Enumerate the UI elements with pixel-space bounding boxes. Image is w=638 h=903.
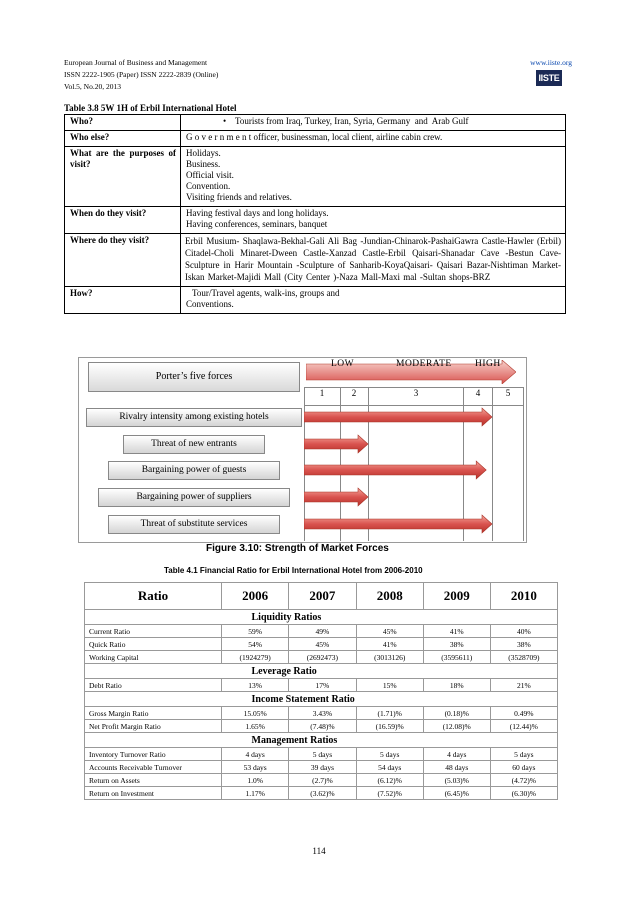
ratio-value-cell: 39 days <box>289 761 356 774</box>
ratio-value-cell: 5 days <box>356 748 423 761</box>
ratio-value-cell: (12.44)% <box>490 720 557 733</box>
section-spacer <box>85 733 222 748</box>
ratio-name-cell: Net Profit Margin Ratio <box>85 720 222 733</box>
question-cell: How? <box>65 287 181 314</box>
scale-label: 4 <box>475 388 481 398</box>
force-label: Rivalry intensity among existing hotels <box>86 408 302 427</box>
table-row <box>65 287 566 314</box>
ratio-value-cell: 17% <box>289 679 356 692</box>
ratio-value-cell: 59% <box>222 625 289 638</box>
table-row <box>65 207 566 234</box>
answer-line: Tour/Travel agents, walk-ins, groups and <box>192 288 340 298</box>
ratio-value-cell: 13% <box>222 679 289 692</box>
table-row <box>65 147 566 207</box>
table-row <box>85 651 558 664</box>
force-label: Threat of new entrants <box>123 435 265 454</box>
force-arrow <box>304 461 486 479</box>
force-arrows <box>304 405 524 541</box>
table-row <box>85 787 558 800</box>
ratio-value-cell: 49% <box>289 625 356 638</box>
ratio-value-cell: 18% <box>423 679 490 692</box>
ratio-value-cell: (4.72)% <box>490 774 557 787</box>
table-row <box>85 761 558 774</box>
ratio-value-cell: 53 days <box>222 761 289 774</box>
ratio-value-cell: 54 days <box>356 761 423 774</box>
table-row <box>85 774 558 787</box>
porter-five-forces-figure <box>78 357 526 553</box>
table-row <box>65 115 566 131</box>
ratio-value-cell: (3013126) <box>356 651 423 664</box>
ratio-name-cell: Current Ratio <box>85 625 222 638</box>
column-header: Ratio <box>85 583 222 610</box>
ratio-value-cell: (2692473) <box>289 651 356 664</box>
table-row <box>85 679 558 692</box>
answer-line: Visiting friends and relatives. <box>186 192 292 202</box>
ratio-value-cell: 4 days <box>423 748 490 761</box>
answer-line: Business. <box>186 159 221 169</box>
ratio-value-cell: (0.18)% <box>423 707 490 720</box>
column-header: 2007 <box>289 583 356 610</box>
ratio-name-cell: Inventory Turnover Ratio <box>85 748 222 761</box>
ratio-value-cell: 1.17% <box>222 787 289 800</box>
answer-cell <box>181 115 566 131</box>
ratio-value-cell: 0.49% <box>490 707 557 720</box>
column-header: 2010 <box>490 583 557 610</box>
journal-title: European Journal of Business and Management <box>64 58 208 67</box>
ratio-value-cell: (3595611) <box>423 651 490 664</box>
ratio-value-cell: (12.08)% <box>423 720 490 733</box>
ratio-value-cell: 48 days <box>423 761 490 774</box>
ratio-value-cell: 54% <box>222 638 289 651</box>
column-header: 2006 <box>222 583 289 610</box>
figure-caption: Figure 3.10: Strength of Market Forces <box>206 543 389 554</box>
ratio-value-cell: (7.48)% <box>289 720 356 733</box>
level-low: LOW <box>331 359 355 369</box>
ratio-value-cell: (3528709) <box>490 651 557 664</box>
ratio-value-cell: (3.62)% <box>289 787 356 800</box>
ratio-value-cell: (6.30)% <box>490 787 557 800</box>
ratio-value-cell: 15% <box>356 679 423 692</box>
column-header: 2008 <box>356 583 423 610</box>
ratio-name-cell: Quick Ratio <box>85 638 222 651</box>
answer-line: Conventions. <box>186 299 234 309</box>
ratio-value-cell: (6.12)% <box>356 774 423 787</box>
table-row <box>85 720 558 733</box>
section-header-row <box>85 692 558 707</box>
ratio-value-cell: 1.65% <box>222 720 289 733</box>
ratio-value-cell: 41% <box>356 638 423 651</box>
ratio-value-cell: (1.71)% <box>356 707 423 720</box>
answer-cell <box>181 234 566 287</box>
ratio-name-cell: Gross Margin Ratio <box>85 707 222 720</box>
ratio-value-cell: (2.7)% <box>289 774 356 787</box>
ratio-value-cell: (6.45)% <box>423 787 490 800</box>
section-spacer <box>85 664 222 679</box>
ratio-name-cell: Return on Assets <box>85 774 222 787</box>
section-title: Management Ratios <box>222 733 558 748</box>
ratio-value-cell: 40% <box>490 625 557 638</box>
answer-line: Official visit. <box>186 170 234 180</box>
table-row <box>85 638 558 651</box>
answer-cell <box>181 131 566 147</box>
table-row <box>85 625 558 638</box>
section-title: Liquidity Ratios <box>222 610 558 625</box>
ratio-value-cell: 3.43% <box>289 707 356 720</box>
ratio-value-cell: (5.03)% <box>423 774 490 787</box>
ratio-name-cell: Return on Investment <box>85 787 222 800</box>
ratio-value-cell: 38% <box>423 638 490 651</box>
ratio-name-cell: Debt Ratio <box>85 679 222 692</box>
question-cell: When do they visit? <box>65 207 181 234</box>
section-title: Income Statement Ratio <box>222 692 558 707</box>
scale-label: 2 <box>351 388 357 398</box>
column-header: 2009 <box>423 583 490 610</box>
scale-label: 3 <box>413 388 419 398</box>
table-41-caption: Table 4.1 Financial Ratio for Erbil International Hotel from 2006-2010 <box>164 566 423 575</box>
ratio-value-cell: 41% <box>423 625 490 638</box>
level-moderate: MODERATE <box>396 359 452 369</box>
question-cell: Who? <box>65 115 181 131</box>
section-header-row <box>85 610 558 625</box>
force-arrow <box>304 408 492 426</box>
table-row <box>85 707 558 720</box>
ratio-value-cell: 5 days <box>490 748 557 761</box>
answer-cell <box>181 287 566 314</box>
answer-line: Convention. <box>186 181 231 191</box>
ratio-value-cell: 15.05% <box>222 707 289 720</box>
answer-line: • Tourists from Iraq, Turkey, Iran, Syria, Germany and Arab Gulf <box>223 116 469 126</box>
table-header-row <box>85 583 558 610</box>
section-title: Leverage Ratio <box>222 664 558 679</box>
volume-line: Vol.5, No.20, 2013 <box>64 82 121 91</box>
ratio-value-cell: 1.0% <box>222 774 289 787</box>
question-cell: Who else? <box>65 131 181 147</box>
question-cell: What are the purposes of visit? <box>65 147 181 207</box>
table-5w1h <box>64 114 566 314</box>
ratio-value-cell: 45% <box>289 638 356 651</box>
porter-title-box: Porter’s five forces <box>88 362 300 392</box>
force-label: Bargaining power of guests <box>108 461 280 480</box>
answer-line: Having conferences, seminars, banquet <box>186 219 328 229</box>
table-row <box>85 748 558 761</box>
answer-line: Erbil Musium- Shaqlawa-Bekhal-Gali Ali Bag -Jundian-Chinarok-PashaiGawra Castle-Hawler (Erbil) Citadel-Choli Minaret-Dween Castle-Xanzad Castle-Erbil Qaisari-Shanadar Cave -Bestun Cave-Sculpture in Harir Mountain -Sculpture of Sanharib-KoyaQaisari- Qaisari Bazar-Nishtiman Market-Iskan Market-Majidi Mall (City Center )-Naza Mall-Maxi mal -Sultan shops-BRZ <box>185 236 561 282</box>
ratio-value-cell: (7.52)% <box>356 787 423 800</box>
ratio-value-cell: 60 days <box>490 761 557 774</box>
financial-ratio-table <box>84 582 558 800</box>
answer-line: G o v e r n m e n t officer, businessman, local client, airline cabin crew. <box>186 132 443 142</box>
ratio-value-cell: 21% <box>490 679 557 692</box>
ratio-name-cell: Working Capital <box>85 651 222 664</box>
issn-line: ISSN 2222-1905 (Paper) ISSN 2222-2839 (Online) <box>64 70 219 79</box>
ratio-value-cell: 5 days <box>289 748 356 761</box>
table-row <box>65 234 566 287</box>
ratio-name-cell: Accounts Receivable Turnover <box>85 761 222 774</box>
ratio-value-cell: 45% <box>356 625 423 638</box>
ratio-value-cell: 4 days <box>222 748 289 761</box>
force-arrow <box>304 435 368 453</box>
answer-line: Having festival days and long holidays. <box>186 208 329 218</box>
force-label: Threat of substitute services <box>108 515 280 534</box>
section-spacer <box>85 610 222 625</box>
force-arrow <box>304 488 368 506</box>
answer-line: Holidays. <box>186 148 221 158</box>
level-high: HIGH <box>475 359 501 369</box>
scale-label: 5 <box>505 388 511 398</box>
journal-url-link[interactable]: www.iiste.org <box>530 58 572 67</box>
iiste-logo: IISTE <box>536 70 562 86</box>
force-arrow <box>304 515 492 533</box>
section-spacer <box>85 692 222 707</box>
force-label: Bargaining power of suppliers <box>98 488 290 507</box>
ratio-value-cell: 38% <box>490 638 557 651</box>
section-header-row <box>85 733 558 748</box>
question-cell: Where do they visit? <box>65 234 181 287</box>
answer-cell <box>181 207 566 234</box>
page-number: 114 <box>312 846 326 856</box>
answer-cell <box>181 147 566 207</box>
section-header-row <box>85 664 558 679</box>
table-row <box>65 131 566 147</box>
table-38-caption: Table 3.8 5W 1H of Erbil International Hotel <box>64 103 237 113</box>
ratio-value-cell: (1924279) <box>222 651 289 664</box>
ratio-value-cell: (16.59)% <box>356 720 423 733</box>
scale-label: 1 <box>319 388 325 398</box>
